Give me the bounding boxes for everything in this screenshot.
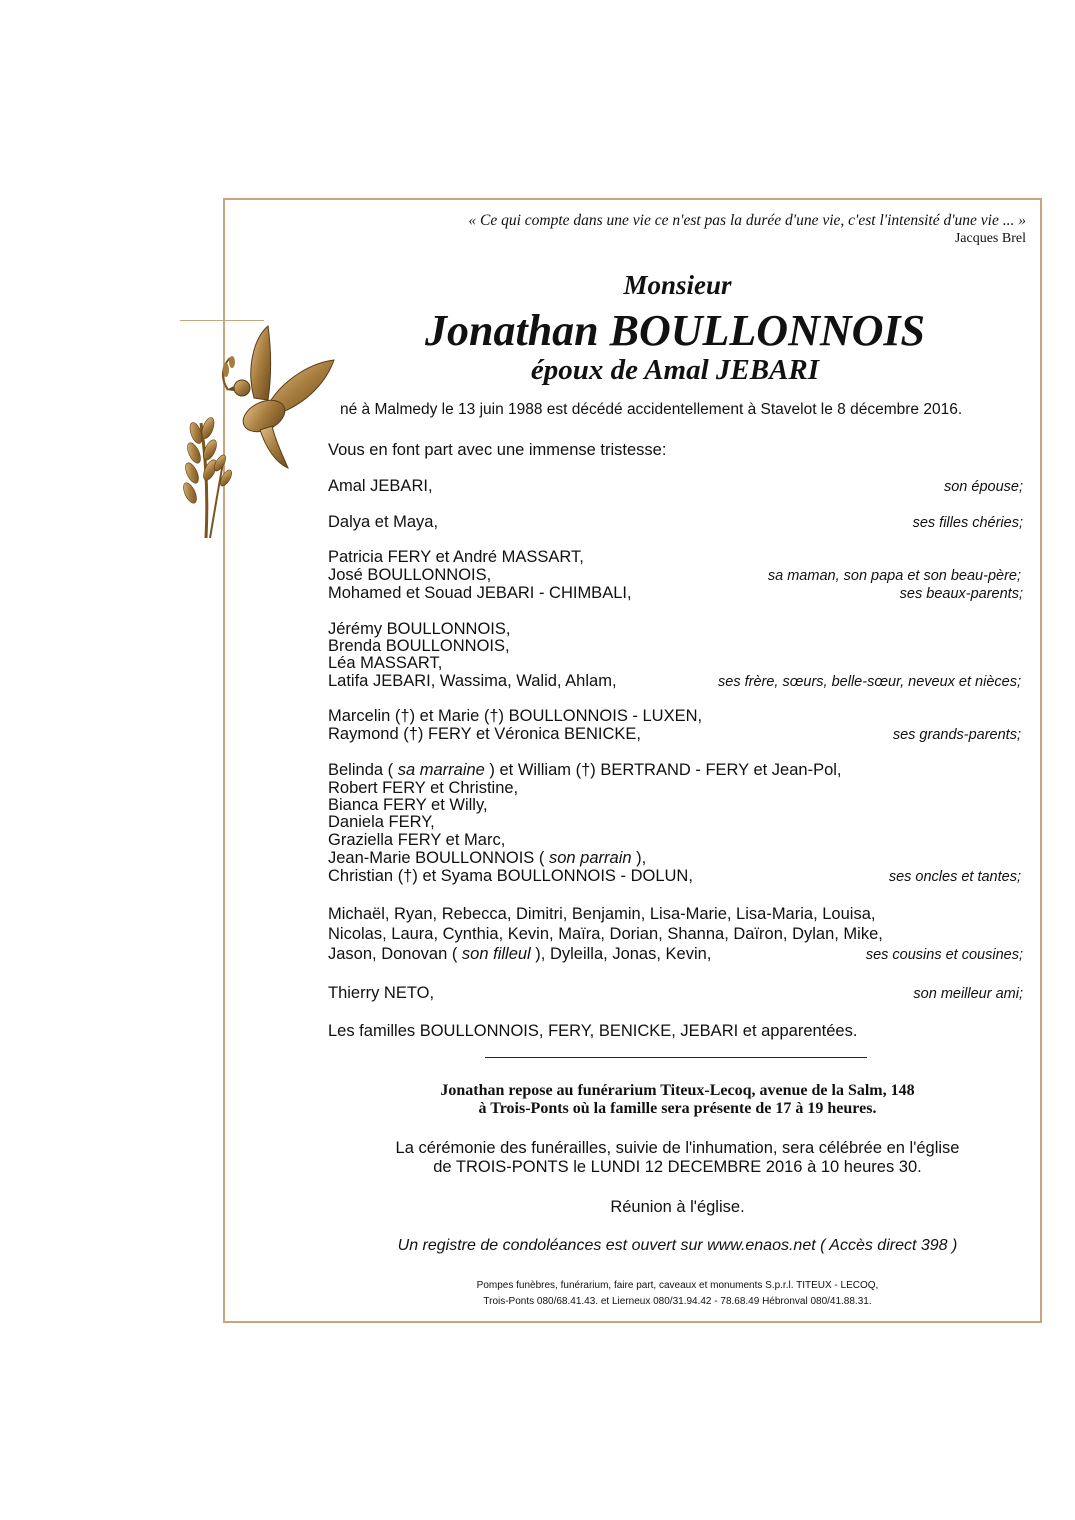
family-name: Amal JEBARI,	[328, 477, 433, 495]
family-role: ses beaux-parents;	[899, 586, 1023, 602]
registry-line: Un registre de condoléances est ouvert sur www.enaos.net ( Accès direct 398 )	[397, 1237, 958, 1254]
family-name: Jean-Marie BOULLONNOIS ( son parrain ),	[328, 849, 647, 867]
family-name: Brenda BOULLONNOIS,	[328, 637, 510, 655]
family-role: son meilleur ami;	[913, 986, 1023, 1002]
quote-text: « Ce qui compte dans une vie ce n'est pas la durée d'une vie, c'est l'intensité d'une vie ... »	[468, 212, 1026, 229]
family-name: Raymond (†) FERY et Véronica BENICKE,	[328, 725, 642, 743]
family-name: Léa MASSART,	[328, 654, 443, 672]
family-role: ses oncles et tantes;	[888, 869, 1021, 885]
reunion-line: Réunion à l'église.	[610, 1198, 745, 1216]
family-name: Jérémy BOULLONNOIS,	[328, 620, 511, 638]
family-role: sa maman, son papa et son beau-père;	[767, 568, 1021, 584]
announcement-lead: Vous en font part avec une immense tristesse:	[328, 441, 667, 459]
footer-line: Trois-Ponts 080/68.41.43. et Lierneux 080/31.94.42 - 78.68.49 Hébronval 080/41.88.31.	[483, 1296, 872, 1307]
family-role: ses frère, sœurs, belle-sœur, neveux et nièces;	[718, 674, 1021, 690]
family-name: Michaël, Ryan, Rebecca, Dimitri, Benjamin, Lisa-Marie, Lisa-Maria, Louisa,	[328, 905, 876, 923]
family-name: José BOULLONNOIS,	[328, 566, 492, 584]
family-role: son épouse;	[943, 479, 1023, 495]
family-name: Nicolas, Laura, Cynthia, Kevin, Maïra, Dorian, Shanna, Daïron, Dylan, Mike,	[328, 925, 883, 943]
ceremony-line: La cérémonie des funérailles, suivie de l'inhumation, sera célébrée en l'église	[395, 1139, 960, 1157]
family-name: Patricia FERY et André MASSART,	[328, 548, 584, 566]
spouse-line: époux de Amal JEBARI	[530, 354, 820, 386]
deceased-name: Jonathan BOULLONNOIS	[425, 306, 925, 355]
footer-line: Pompes funèbres, funérarium, faire part, caveaux et monuments S.p.r.l. TITEUX - LECOQ,	[476, 1280, 879, 1291]
quote-author: Jacques Brel	[954, 231, 1026, 246]
honorific-title: Monsieur	[623, 270, 732, 300]
ceremony-line: de TROIS-PONTS le LUNDI 12 DECEMBRE 2016 à 10 heures 30.	[433, 1158, 922, 1176]
family-name: Robert FERY et Christine,	[328, 779, 519, 797]
family-name: Christian (†) et Syama BOULLONNOIS - DOLUN,	[328, 867, 693, 885]
family-name: Latifa JEBARI, Wassima, Walid, Ahlam,	[328, 672, 617, 690]
families-line: Les familles BOULLONNOIS, FERY, BENICKE, JEBARI et apparentées.	[328, 1022, 858, 1040]
family-name: Thierry NETO,	[328, 984, 435, 1002]
birth-death-line: né à Malmedy le 13 juin 1988 est décédé accidentellement à Stavelot le 8 décembre 2016.	[340, 401, 963, 418]
family-name: Dalya et Maya,	[328, 513, 439, 531]
funerarium-line: à Trois-Ponts où la famille sera présente de 17 à 19 heures.	[478, 1100, 877, 1117]
family-name: Graziella FERY et Marc,	[328, 831, 506, 849]
funerarium-line: Jonathan repose au funérarium Titeux-Lecoq, avenue de la Salm, 148	[440, 1082, 915, 1099]
family-name: Marcelin (†) et Marie (†) BOULLONNOIS - LUXEN,	[328, 707, 703, 725]
family-name: Jason, Donovan ( son filleul ), Dyleilla, Jonas, Kevin,	[328, 945, 712, 963]
family-name: Daniela FERY,	[328, 813, 435, 831]
family-name: Bianca FERY et Willy,	[328, 796, 488, 814]
family-role: ses filles chéries;	[912, 515, 1023, 531]
family-name: Belinda ( sa marraine ) et William (†) BERTRAND - FERY et Jean-Pol,	[328, 761, 842, 779]
family-role: ses cousins et cousines;	[865, 947, 1023, 963]
family-role: ses grands-parents;	[892, 727, 1021, 743]
separator-rule	[485, 1057, 867, 1058]
family-name: Mohamed et Souad JEBARI - CHIMBALI,	[328, 584, 632, 602]
